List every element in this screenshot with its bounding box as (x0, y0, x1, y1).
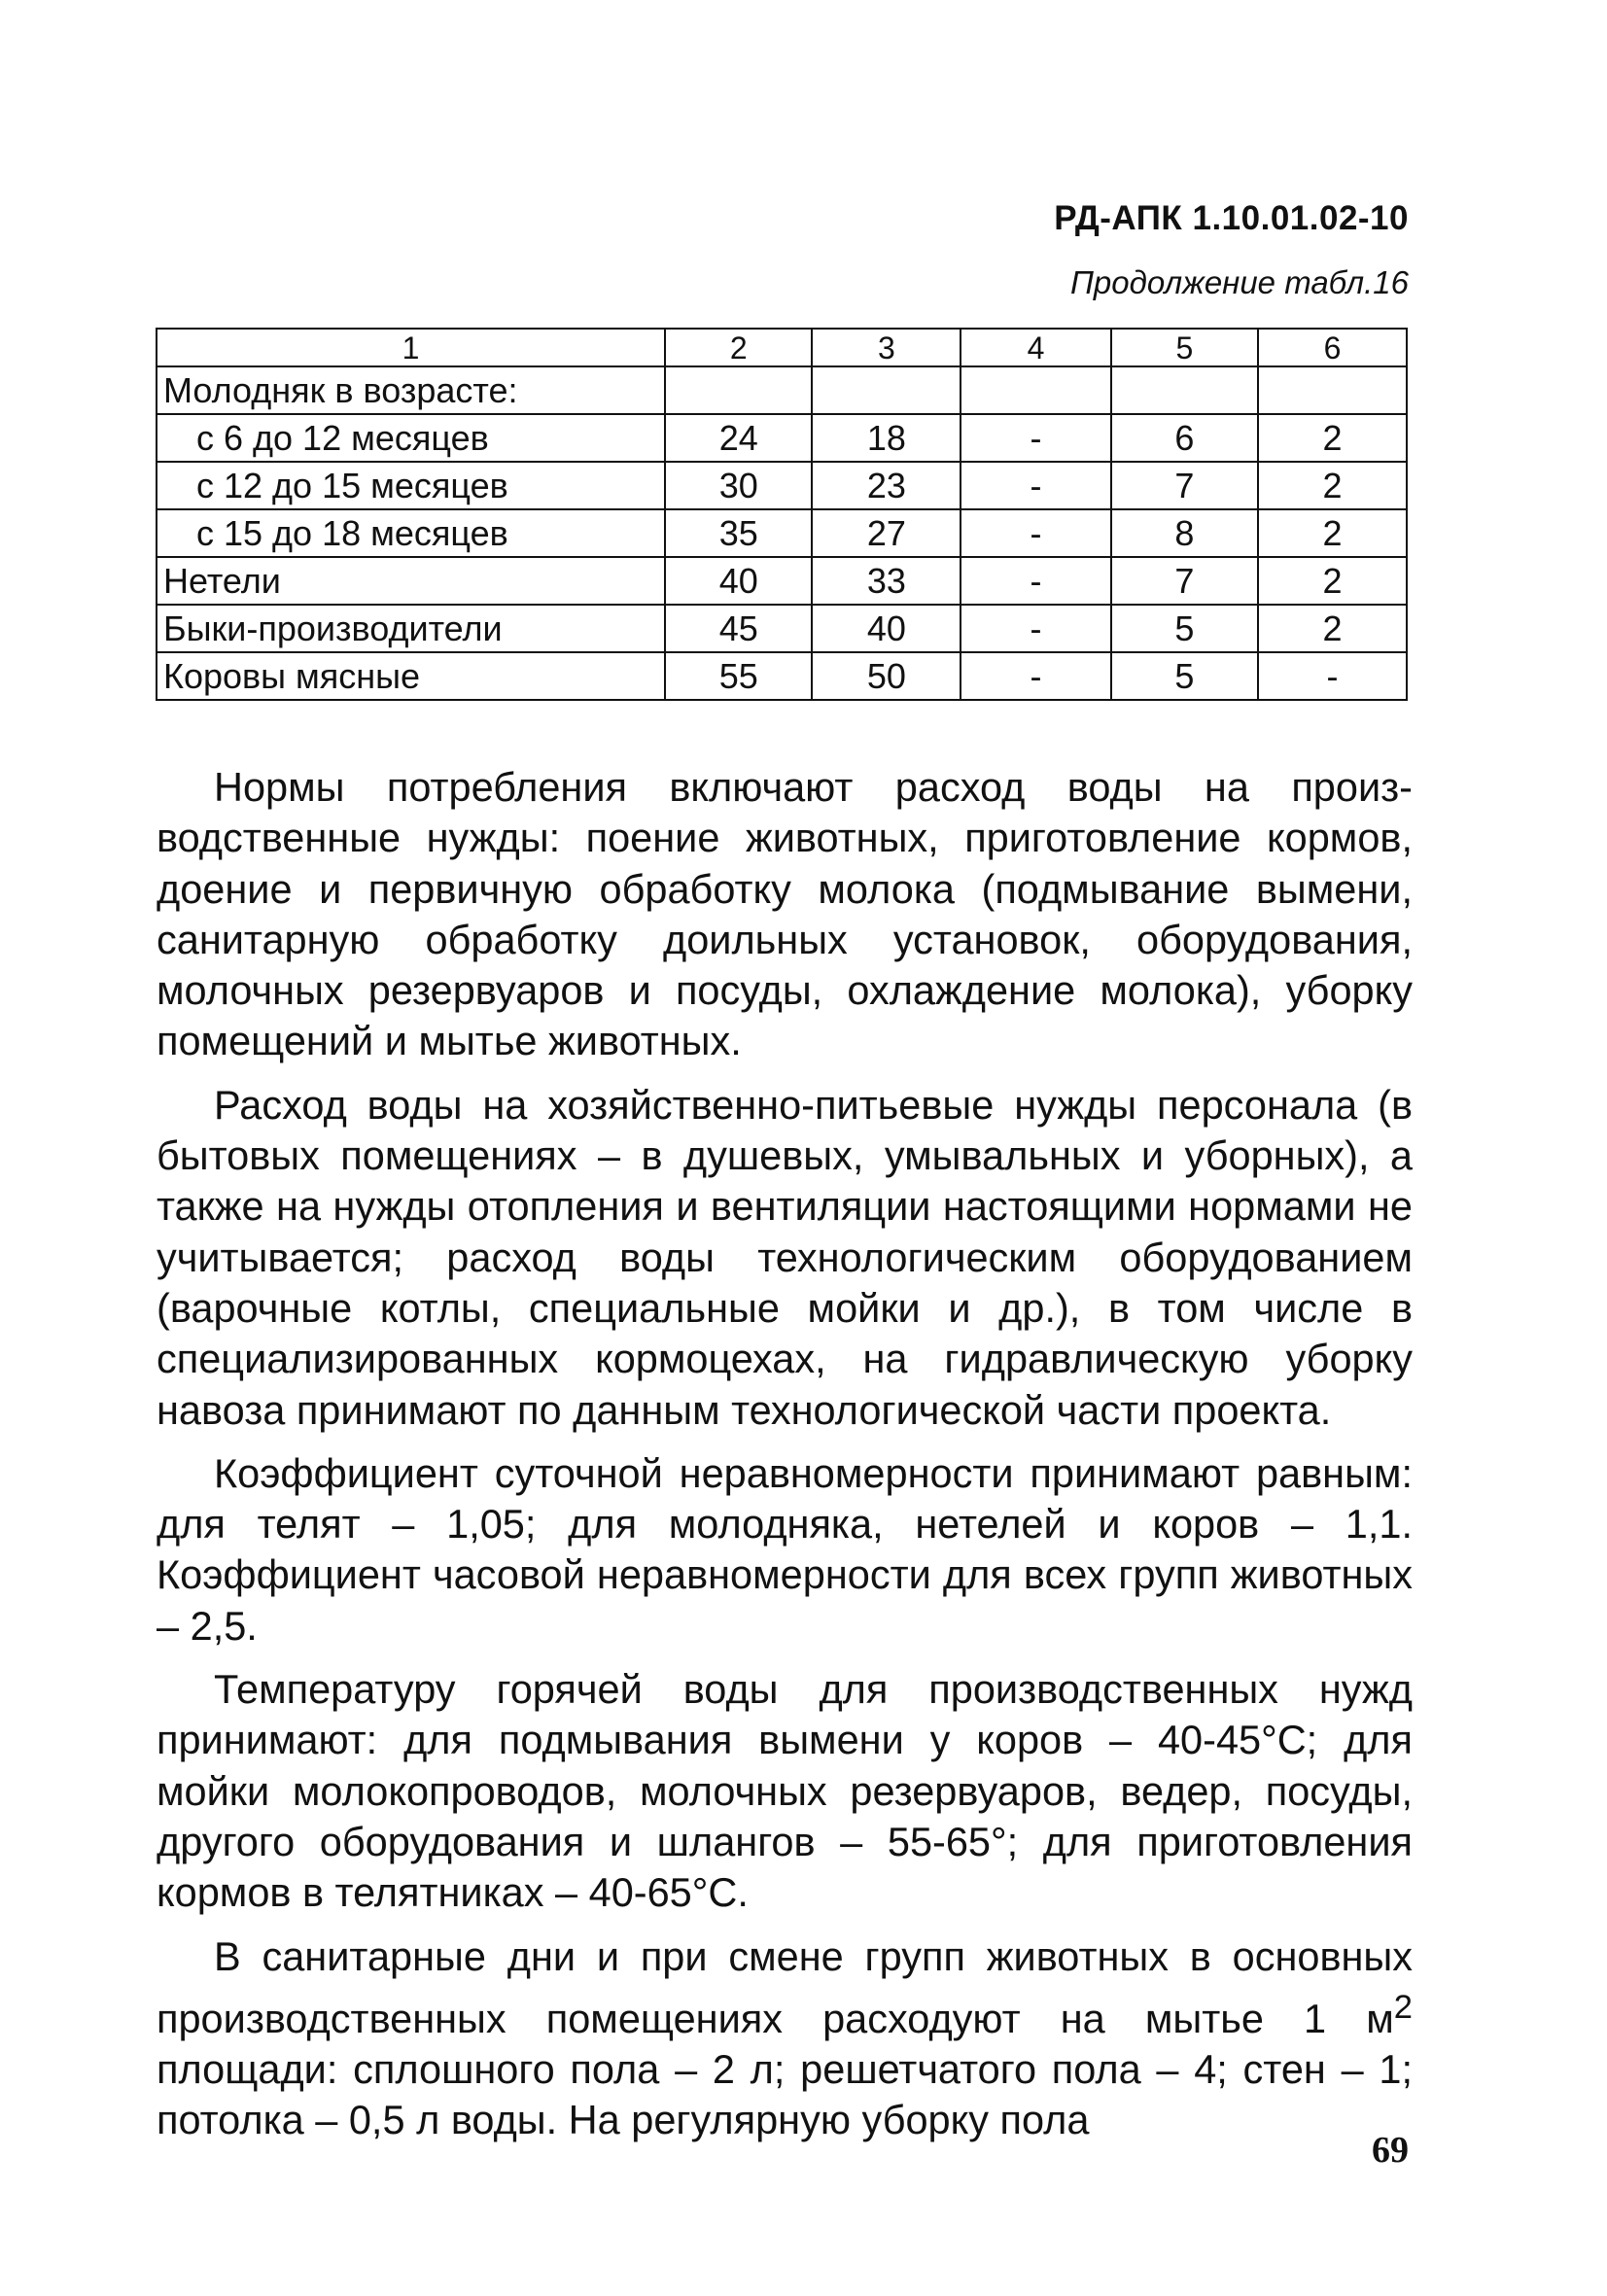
table-cell: 18 (812, 414, 961, 462)
table-row (157, 414, 1407, 462)
paragraph-consumption-norms: Нормы потребления включают расход воды на производственные нужды: поение животных, приготовление кормов, доение и первичную обработку молока (подмывание вымени, санитарную обработку доильных установок, оборудования, молочных резервуаров и посуды, охлаждение молока), уборку помещений и мытье животных. (157, 764, 1413, 1064)
norms-table (156, 328, 1408, 701)
column-header: 3 (812, 329, 961, 366)
table-cell: 6 (1111, 414, 1258, 462)
table-cell: 2 (1258, 414, 1407, 462)
table-cell: 7 (1111, 557, 1258, 605)
table-row (157, 462, 1407, 509)
table-cell: - (961, 652, 1110, 700)
table-row (157, 366, 1407, 414)
table-cell: 27 (812, 509, 961, 557)
table-row (157, 652, 1407, 700)
column-header: 2 (665, 329, 812, 366)
paragraph-sanitary-days (157, 1931, 1413, 2146)
table-cell: - (961, 509, 1110, 557)
table-cell: - (961, 414, 1110, 462)
paragraph-text: площади: сплошного пола – 2 л; решетчатого пола – 4; стен – 1; потолка – 0,5 л воды. На регулярную уборку пола (157, 2045, 1413, 2143)
table-cell: 2 (1258, 462, 1407, 509)
table-cell: 30 (665, 462, 812, 509)
row-label: Быки-производители (157, 605, 665, 652)
table-cell: 40 (812, 605, 961, 652)
table-cell (961, 366, 1110, 414)
table-cell (1258, 366, 1407, 414)
superscript: 2 (1393, 1988, 1413, 2026)
paragraph-text: В санитарные дни и при смене групп животных в основных производственных помещениях расходуют на мытье 1 м (157, 1932, 1413, 2041)
table-cell: 7 (1111, 462, 1258, 509)
row-label: Молодняк в возрасте: (157, 366, 665, 414)
page-number: 69 (1372, 2130, 1409, 2171)
table-cell: - (961, 605, 1110, 652)
table-row (157, 605, 1407, 652)
table-row (157, 557, 1407, 605)
table-header (157, 329, 1407, 366)
table-cell: 24 (665, 414, 812, 462)
table-cell: 50 (812, 652, 961, 700)
column-header: 6 (1258, 329, 1407, 366)
table-cell: 5 (1111, 605, 1258, 652)
column-header: 1 (157, 329, 665, 366)
table-cell: 2 (1258, 605, 1407, 652)
table-cell: 33 (812, 557, 961, 605)
table-cell (665, 366, 812, 414)
table-cell (812, 366, 961, 414)
row-label: с 12 до 15 месяцев (157, 462, 665, 509)
document-code: РД-АПК 1.10.01.02-10 (1054, 199, 1409, 237)
column-header: 4 (961, 329, 1110, 366)
table-cell: 8 (1111, 509, 1258, 557)
table-cell: - (961, 557, 1110, 605)
table-cell: 2 (1258, 509, 1407, 557)
table-cell: 23 (812, 462, 961, 509)
paragraph-nonuniformity-coefficient: Коэффициент суточной неравномерности принимают равным: для телят – 1,05; для молодняка, нетелей и коров – 1,1. Коэффициент часовой неравномерности для всех групп животных – 2,5. (157, 1449, 1413, 1649)
table-caption: Продолжение табл.16 (1070, 264, 1409, 300)
body-text (157, 762, 1413, 2159)
table-cell (1111, 366, 1258, 414)
row-label: Коровы мясные (157, 652, 665, 700)
column-header: 5 (1111, 329, 1258, 366)
table-cell: 55 (665, 652, 812, 700)
row-label: Нетели (157, 557, 665, 605)
paragraph-household-water: Расход воды на хозяйственно-питьевые нужды персонала (в бытовых помещениях – в душевых, умывальных и уборных), а также на нужды отопления и вентиляции настоящими нормами не учитывается; расход воды технологическим оборудованием (варочные котлы, специальные мойки и др.), в том числе в специализированных кормоцехах, на гидравлическую уборку навоза принимают по данным технологической части проекта. (157, 1081, 1413, 1433)
table-cell: 35 (665, 509, 812, 557)
table-cell: 45 (665, 605, 812, 652)
table-cell: - (961, 462, 1110, 509)
table-cell: - (1258, 652, 1407, 700)
table-header-row (157, 329, 1407, 366)
table-row (157, 509, 1407, 557)
row-label: с 6 до 12 месяцев (157, 414, 665, 462)
table-body (157, 366, 1407, 700)
table-cell: 40 (665, 557, 812, 605)
table-cell: 2 (1258, 557, 1407, 605)
paragraph-hot-water-temperature: Температуру горячей воды для производственных нужд принимают: для подмывания вымени у коров – 40-45°С; для мойки молокопроводов, молочных резервуаров, ведер, посуды, другого оборудования и шлангов – 55-65°; для приготовления кормов в телятниках – 40-65°С. (157, 1666, 1413, 1916)
row-label: с 15 до 18 месяцев (157, 509, 665, 557)
table-cell: 5 (1111, 652, 1258, 700)
